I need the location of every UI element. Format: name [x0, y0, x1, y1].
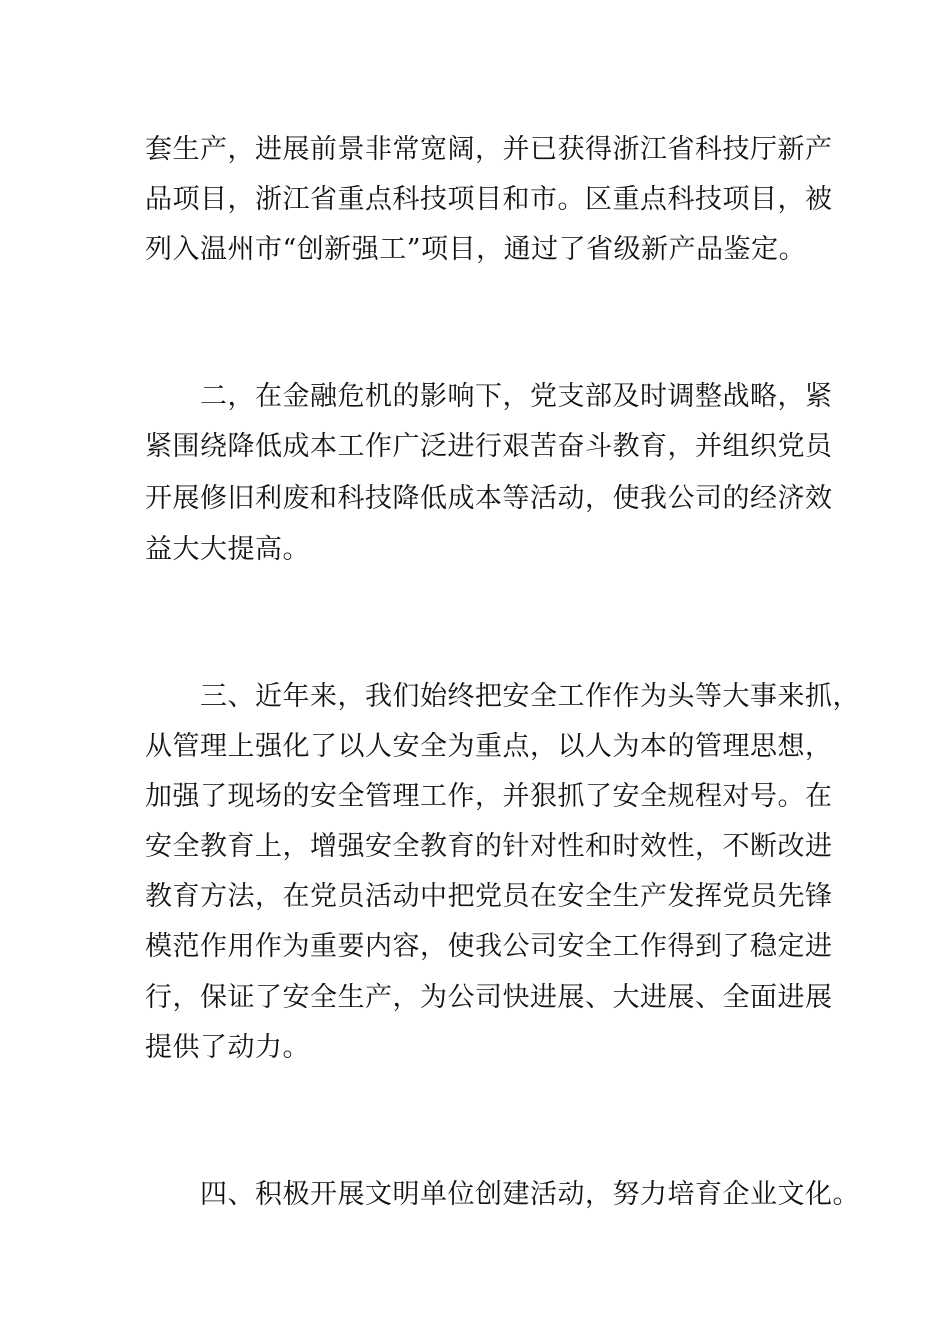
paragraph-3-line-3: 加强了现场的安全管理工作，并狠抓了安全规程对号。在	[145, 781, 833, 812]
paragraph-1-line-1: 套生产，进展前景非常宽阔，并已获得浙江省科技厅新产	[145, 134, 833, 165]
paragraph-2-line-3: 开展修旧利废和科技降低成本等活动，使我公司的经济效	[145, 483, 833, 514]
paragraph-3-line-7: 行，保证了安全生产，为公司快进展、大进展、全面进展	[145, 982, 833, 1013]
paragraph-1-line-2: 品项目，浙江省重点科技项目和市。区重点科技项目，被	[145, 184, 833, 215]
paragraph-4-line-1: 四、积极开展文明单位创建活动，努力培育企业文化。	[200, 1179, 860, 1210]
paragraph-2-line-2: 紧围绕降低成本工作广泛进行艰苦奋斗教育，并组织党员	[145, 431, 833, 462]
paragraph-3-line-1: 三、近年来，我们始终把安全工作作为头等大事来抓，	[200, 681, 860, 712]
paragraph-3-line-2: 从管理上强化了以人安全为重点，以人为本的管理思想，	[145, 731, 833, 762]
paragraph-2-line-1: 二，在金融危机的影响下，党支部及时调整战略，紧	[200, 381, 833, 412]
paragraph-2-line-4: 益大大提高。	[145, 534, 310, 565]
paragraph-1-line-3: 列入温州市“创新强工”项目，通过了省级新产品鉴定。	[145, 234, 807, 265]
paragraph-3-line-4: 安全教育上，增强安全教育的针对性和时效性，不断改进	[145, 831, 833, 862]
paragraph-3-line-8: 提供了动力。	[145, 1032, 310, 1063]
paragraph-3-line-5: 教育方法，在党员活动中把党员在安全生产发挥党员先锋	[145, 881, 833, 912]
paragraph-3-line-6: 模范作用作为重要内容，使我公司安全工作得到了稳定进	[145, 931, 833, 962]
